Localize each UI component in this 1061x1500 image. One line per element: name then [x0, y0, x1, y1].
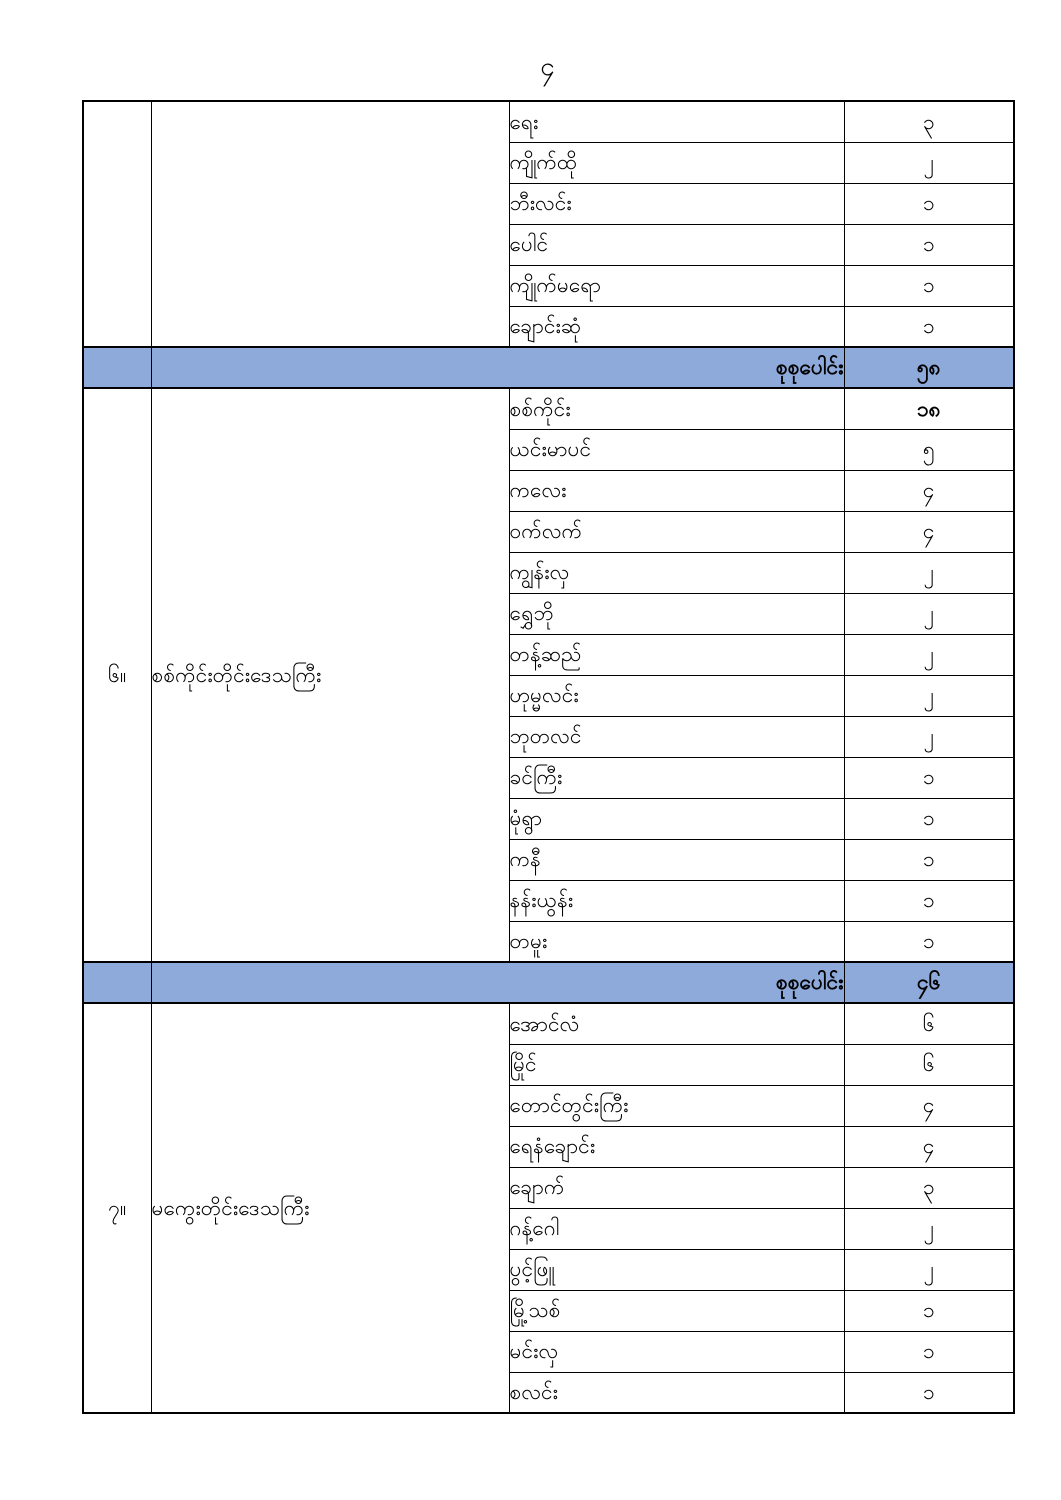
serial-cell-empty: [83, 101, 151, 347]
township-count: ၂: [844, 1208, 1014, 1249]
township-name: ယင်းမာပင်: [509, 429, 844, 470]
total-row: [83, 962, 1014, 1003]
township-name: ကျွန်းလှ: [509, 552, 844, 593]
township-name: နန်းယွန်း: [509, 880, 844, 921]
township-count: ၄: [844, 1126, 1014, 1167]
township-name: ခင်ကြီး: [509, 757, 844, 798]
township-name: ပွင့်ဖြူ: [509, 1249, 844, 1290]
township-name: အောင်လံ: [509, 1003, 844, 1044]
total-label: စုစုပေါင်း: [151, 347, 844, 388]
township-name: မင်းလှ: [509, 1331, 844, 1372]
township-count: ၂: [844, 716, 1014, 757]
township-count: ၄: [844, 470, 1014, 511]
township-name: မုံရွာ: [509, 798, 844, 839]
township-name: မြိုင်: [509, 1044, 844, 1085]
region-cell-empty: [151, 101, 509, 347]
township-name: ရွှေဘို: [509, 593, 844, 634]
township-count: ၁၈: [844, 388, 1014, 429]
township-count: ၂: [844, 142, 1014, 183]
township-name: ဟုမ္မလင်း: [509, 675, 844, 716]
region-name: မကွေးတိုင်းဒေသကြီး: [151, 1003, 509, 1413]
township-name: စစ်ကိုင်း: [509, 388, 844, 429]
total-value: ၄၆: [844, 962, 1014, 1003]
township-count: ၄: [844, 511, 1014, 552]
township-name: ချောက်: [509, 1167, 844, 1208]
page-number: ၄: [540, 52, 555, 82]
section-number: ၆။: [83, 388, 151, 962]
township-count: ၁: [844, 839, 1014, 880]
township-count: ၂: [844, 552, 1014, 593]
table-row: [83, 1003, 1014, 1044]
township-name: ချောင်းဆုံ: [509, 306, 844, 347]
total-row-empty-cell: [83, 962, 151, 1003]
township-table: [82, 100, 1015, 1414]
township-count: ၂: [844, 634, 1014, 675]
township-count: ၁: [844, 1372, 1014, 1413]
township-count: ၁: [844, 183, 1014, 224]
township-count: ၄: [844, 1085, 1014, 1126]
carryover-block: [83, 101, 1014, 388]
township-count: ၁: [844, 265, 1014, 306]
township-name: ကျိုက်မရော: [509, 265, 844, 306]
township-name: တမူး: [509, 921, 844, 962]
township-count: ၁: [844, 306, 1014, 347]
township-count: ၁: [844, 1290, 1014, 1331]
township-count: ၆: [844, 1003, 1014, 1044]
township-count: ၁: [844, 224, 1014, 265]
township-count: ၆: [844, 1044, 1014, 1085]
township-name: မြို့သစ်: [509, 1290, 844, 1331]
township-name: ကလေး: [509, 470, 844, 511]
township-count: ၁: [844, 798, 1014, 839]
total-value: ၅၈: [844, 347, 1014, 388]
township-name: ရေနံချောင်း: [509, 1126, 844, 1167]
township-name: ကျိုက်ထို: [509, 142, 844, 183]
total-label: စုစုပေါင်း: [151, 962, 844, 1003]
township-name: ဘုတလင်: [509, 716, 844, 757]
section-number: ၇။: [83, 1003, 151, 1413]
township-name: စလင်း: [509, 1372, 844, 1413]
township-count: ၂: [844, 1249, 1014, 1290]
region-name: စစ်ကိုင်းတိုင်းဒေသကြီး: [151, 388, 509, 962]
township-count: ၂: [844, 593, 1014, 634]
section-magway: [83, 1003, 1014, 1413]
township-count: ၁: [844, 921, 1014, 962]
township-count: ၁: [844, 1331, 1014, 1372]
total-row: [83, 347, 1014, 388]
township-count: ၂: [844, 675, 1014, 716]
section-sagaing: [83, 388, 1014, 1003]
township-name: တောင်တွင်းကြီး: [509, 1085, 844, 1126]
table-row: [83, 101, 1014, 142]
township-count: ၁: [844, 880, 1014, 921]
township-name: တန့်ဆည်: [509, 634, 844, 675]
table-row: [83, 388, 1014, 429]
township-count: ၃: [844, 1167, 1014, 1208]
township-count: ၁: [844, 757, 1014, 798]
township-count: ၃: [844, 101, 1014, 142]
township-name: ဝက်လက်: [509, 511, 844, 552]
township-name: ပေါင်: [509, 224, 844, 265]
total-row-empty-cell: [83, 347, 151, 388]
township-name: ကနီ: [509, 839, 844, 880]
township-count: ၅: [844, 429, 1014, 470]
township-name: ဘီးလင်း: [509, 183, 844, 224]
township-name: ဂန့်ဂေါ: [509, 1208, 844, 1249]
township-name: ရေး: [509, 101, 844, 142]
